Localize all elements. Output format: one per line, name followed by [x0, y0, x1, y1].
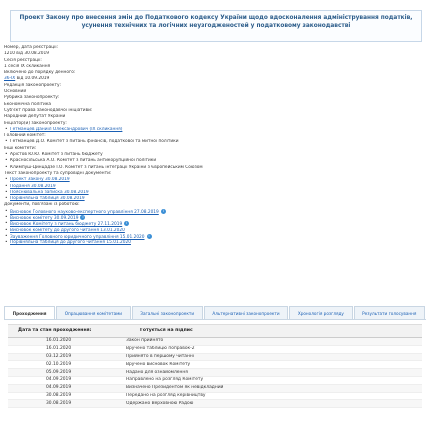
table-row: [8, 369, 422, 377]
tab-passage[interactable]: Проходження: [4, 306, 55, 319]
agenda-label: Включено до порядку денного:: [4, 70, 76, 76]
table-row: [8, 354, 422, 362]
agenda-link[interactable]: 36-IX: [4, 76, 16, 82]
row-event: Вручено таблицю поправок-2: [126, 346, 195, 352]
row-event: Передано на розгляд керівництву: [126, 393, 206, 398]
bill-title: Проект Закону про внесення змін до Податкового кодексу України щодо вдосконалення адміністрування податків, усунення технічних та логічних неузгодженостей у податковому законодавстві: [19, 15, 413, 30]
table-body: [8, 338, 422, 408]
row-date: 02.10.2019: [46, 361, 72, 367]
row-event: Визначено Президентом як невідкладний: [126, 385, 224, 391]
row-event: Надано для ознайомлення: [126, 369, 188, 375]
tab-chronology[interactable]: Хронологія розгляду: [289, 306, 352, 319]
reg-value: 1210 від 30.08.2019: [4, 51, 49, 57]
work-doc-link[interactable]: Висновок комітету до другого читання 13.01.2020: [10, 227, 125, 233]
rubric-value: Економічна політика: [4, 101, 52, 107]
subject-label: Суб'єкт права законодавчої ініціативи:: [4, 107, 93, 113]
row-date: 03.12.2019: [46, 354, 72, 360]
other-committees-label: Інші комітети:: [4, 145, 37, 151]
passage-table: [8, 324, 422, 408]
edition-label: Редакція законопроекту:: [4, 82, 61, 88]
tab-bar: [4, 306, 426, 320]
table-row: [8, 385, 422, 393]
table-row: [8, 377, 422, 385]
info-icon[interactable]: i: [126, 221, 128, 226]
initiators-label: Ініціатор(и) законопроекту:: [4, 120, 67, 126]
session-value: 1 сесія IX скликання: [4, 63, 51, 69]
tab-general-bills[interactable]: Загальні законопроекти: [132, 306, 203, 319]
bill-title-box: [10, 10, 422, 42]
header-status: Готується на підпис: [140, 327, 193, 333]
session-label: Сесія реєстрації:: [4, 57, 42, 63]
row-date: 30.08.2019: [46, 400, 72, 406]
row-date: 16.01.2020: [46, 346, 72, 352]
table-row: [8, 361, 422, 369]
info-icon[interactable]: i: [162, 208, 164, 213]
rubric-label: Рубрика законопроекту:: [4, 95, 60, 101]
info-icon[interactable]: i: [82, 215, 84, 220]
row-event: Направлено на розгляд Комітету: [126, 377, 204, 383]
tab-alternative-bills[interactable]: Альтернативні законопроекти: [204, 306, 289, 319]
committee-label: Головний комітет:: [4, 133, 46, 139]
row-event: Одержано Верховною Радою: [126, 400, 194, 406]
table-row: [8, 393, 422, 401]
row-date: 30.08.2019: [46, 393, 72, 398]
work-doc-link[interactable]: Порівняльна таблиця до другого читання 15.01.2020: [10, 240, 131, 246]
committee-value: • Гетманцев Д.О. Комітет з питань фінансів, податкової та митної політики: [4, 139, 424, 145]
bill-info: [4, 45, 424, 247]
row-date: 04.09.2019: [46, 377, 72, 383]
doc-link[interactable]: Подання 30.08.2019: [10, 183, 56, 189]
work-doc-link[interactable]: Висновок Головного науково-експертного управління 27.08.2019: [10, 209, 159, 215]
info-icon[interactable]: i: [148, 233, 150, 238]
row-event: Прийнято в першому читанні: [126, 354, 194, 360]
table-row: [8, 400, 422, 408]
table-row: [8, 346, 422, 354]
subject-value: Народний депутат України: [4, 114, 66, 120]
row-date: 16.01.2020: [46, 338, 72, 344]
other-committee-item: • Арістов Ю.Ю. Комітет з питань бюджету: [4, 152, 424, 158]
table-header: [8, 324, 422, 338]
agenda-date: від 10.09.2019: [16, 76, 50, 82]
row-date: 05.09.2019: [46, 369, 72, 375]
row-event: Закон прийнято: [126, 338, 164, 344]
tab-committees[interactable]: Опрацювання комітетами: [56, 306, 131, 319]
work-doc-link[interactable]: Висновок Комітету з питань бюджету 27.11.2019: [10, 222, 123, 228]
other-committee-item: • Климпуш-Цинцадзе І.О. Комітет з питань інтеграції України з Європейським Союзом: [4, 165, 424, 171]
work-docs-label: Документи, пов'язані із роботою:: [4, 202, 80, 208]
other-committee-item: • Красносільська А.О. Комітет з питань антикорупційної політики: [4, 158, 424, 164]
table-row: [8, 338, 422, 346]
doc-link[interactable]: Проект Закону 30.08.2019: [10, 177, 70, 183]
row-date: 04.09.2019: [46, 385, 72, 391]
doc-link[interactable]: Порівняльна таблиця 30.08.2019: [10, 196, 85, 202]
work-doc-link[interactable]: Висновок комітету 30.09.2019: [10, 216, 79, 222]
work-doc-link[interactable]: Зауваження Головного юридичного управління 15.01.2020: [10, 234, 145, 240]
initiator-item: [4, 127, 424, 133]
tab-voting-results[interactable]: Результати голосування: [354, 306, 426, 319]
docs-label: Текст законопроекту та супровідні документи:: [4, 170, 112, 176]
reg-label: Номер, дата реєстрації:: [4, 45, 59, 50]
work-doc-item: [4, 240, 424, 246]
row-event: Вручено висновок Комітету: [126, 361, 191, 367]
doc-item: [4, 196, 424, 202]
header-date-status: Дата та стан проходження:: [18, 327, 92, 333]
initiator-link[interactable]: Гетманцев Даниїл Олександрович (IX скликання): [10, 126, 123, 132]
doc-link[interactable]: Пояснювальна записка 30.08.2019: [10, 189, 89, 195]
edition-value: Основний: [4, 89, 27, 95]
